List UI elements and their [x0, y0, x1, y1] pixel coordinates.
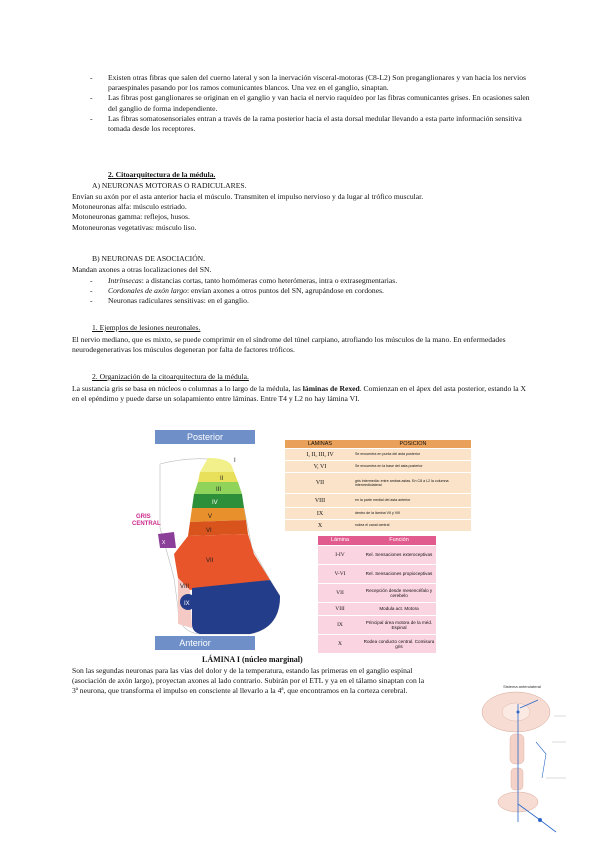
lamina-vi-region	[188, 520, 248, 536]
table1-header: LAMINAS	[307, 441, 333, 447]
organization-text: La sustancia gris se basa en núcleos o columnas a lo largo de la médula, las láminas de Rexed. Comienzan en el ápex del asta posterior, estando la X en el epéndimo y puede darse un solapamiento entre láminas. Entre T4 y L2 no hay lámina VI.	[72, 384, 527, 404]
lamina-label: VI	[206, 528, 212, 534]
table2-header: Función	[389, 537, 409, 543]
lamina-x-region	[158, 532, 176, 548]
anterolateral-pathway-figure	[476, 682, 568, 842]
table-row: X rodea el canal central	[285, 519, 471, 531]
lamina-label: III	[216, 487, 222, 493]
laminas-posicion-table	[285, 440, 471, 531]
lamina-label: IV	[212, 500, 218, 506]
intro-bullet: - Las fibras somatosensoriales entran a través de la rama posterior hacia el asta dorsal medular llevando a esta parte información sensitiva tomada desde los receptores.	[90, 113, 522, 134]
lamina-i-text: Son las segundas neuronas para las vías del dolor y de la temperatura, estando las primeras en el ganglio espinal (asociación de axón largo), proyectan axones al lado contrario. Subirán por el ETL y ya en el tálamo sinaptan con la 3ª neurona, que transforma el impulso en consciente al llevarlo a la 4ª, que encontramos en la corteza cerebral.	[72, 666, 425, 696]
lamina-label: II	[220, 476, 224, 482]
section2-a-heading: A) NEURONAS MOTORAS O RADICULARES.	[92, 181, 247, 190]
lamina-label: VIII	[180, 584, 190, 590]
section2-a-lines: Envían su axón por el asta anterior hacia el músculo. Transmiten el impulso nervioso y da lugar al trófico muscular. Motoneuronas alfa: músculo estriado. Motoneuronas gamma: reflejos, husos. Motoneuronas vegetativas: músculo liso.	[72, 192, 424, 232]
table-row: VII gris intermedia: entre ambas astas. En C8 a L2 la columna intermediolateral	[285, 472, 471, 493]
table-row: VII Recepción desde mesencéfalo y cerebelo	[318, 583, 436, 602]
lamina-funcion-table	[318, 536, 436, 653]
lamina-label: VII	[206, 558, 214, 564]
section2-b-items	[90, 276, 540, 307]
table-row: V, VI Se encuentra en la base del asta posterior	[285, 460, 471, 472]
organization-heading: 2. Organización de la citoarquitectura de la médula.	[92, 372, 249, 381]
table-row: VIII Modula act. Motora	[318, 602, 436, 615]
b-item: - Intrínsecas: a distancias cortas, tanto homómeras como heterómeras, intra o extrasegmentarias.	[90, 276, 398, 285]
lamina-iv-region	[192, 494, 244, 508]
lamina-v-region	[190, 508, 246, 522]
section2-b-heading: B) NEURONAS DE ASOCIACIÓN.	[92, 254, 206, 263]
table1-header: POSICION	[399, 441, 427, 447]
lamina-ii-region	[198, 472, 238, 482]
examples-heading: 1. Ejemplos de lesiones neuronales.	[92, 323, 201, 332]
lamina-label: V	[208, 514, 213, 520]
b-item: - Cordonales de axón largo: envían axones a otros puntos del SN, agrupándose en cordones.	[90, 286, 384, 296]
posterior-label: Posterior	[186, 432, 224, 442]
table-row: X Rodea conducto central. Comisura gris	[318, 634, 436, 653]
central-label: CENTRAL	[132, 521, 161, 527]
lamina-label: I	[234, 458, 236, 464]
table2-header: Lámina	[330, 537, 350, 543]
figure-caption: Sistema anterolateral	[503, 684, 541, 689]
table-row: I-IV Rel. Sensaciones exteroceptivas	[318, 545, 436, 564]
anterior-label: Anterior	[179, 638, 211, 648]
lamina-label: IX	[184, 601, 190, 607]
examples-text: El nervio mediano, que es mixto, se puede comprimir en el síndrome del túnel carpiano, atrofiando los músculos de la mano. En enfermedades neurodegenerativas los músculos degeneran por falta de factores tróficos.	[72, 335, 506, 355]
table-row: V-VI Rel. Sensaciones propioceptivas	[318, 564, 436, 583]
table-row: I, II, III, IV Se encuentra en punta del asta posterior	[285, 448, 471, 460]
table-row: VIII en la parte medial del asta anterior	[285, 493, 471, 507]
table-row: IX Principal área motora de la méd. Espinal	[318, 615, 436, 634]
rexed-laminae-diagram	[130, 428, 280, 650]
intro-bullet: - Existen otras fibras que salen del cuerno lateral y son la inervación visceral-motoras (C8-L2) Son preganglionares y van hacia los nervios paraespinales pasando por los ramos comunicantes blancos. Una vez en el ganglio, sinaptan.	[90, 73, 526, 93]
lamina-ix-region	[192, 580, 280, 634]
section2-b-intro: Mandan axones a otras localizaciones del SN.	[72, 265, 212, 274]
lamina-label: X	[162, 540, 166, 546]
intro-bullet: - Las fibras post ganglionares se originan en el ganglio y van hacia el nervio raquídeo por las fibras comunicantes grises. En ocasiones salen del ganglio de forma independiente.	[90, 93, 530, 113]
intro-bullets	[90, 73, 530, 134]
lamina-i-heading: LÁMINA I (núcleo marginal)	[202, 655, 303, 664]
gris-label: GRIS	[136, 514, 151, 520]
table-row: IX dentro de la lámina VII y VIII	[285, 507, 471, 519]
b-item: - Neuronas radiculares sensitivas: en el ganglio.	[90, 296, 249, 306]
section2-title: 2. Citoarquitectura de la médula.	[108, 170, 216, 179]
